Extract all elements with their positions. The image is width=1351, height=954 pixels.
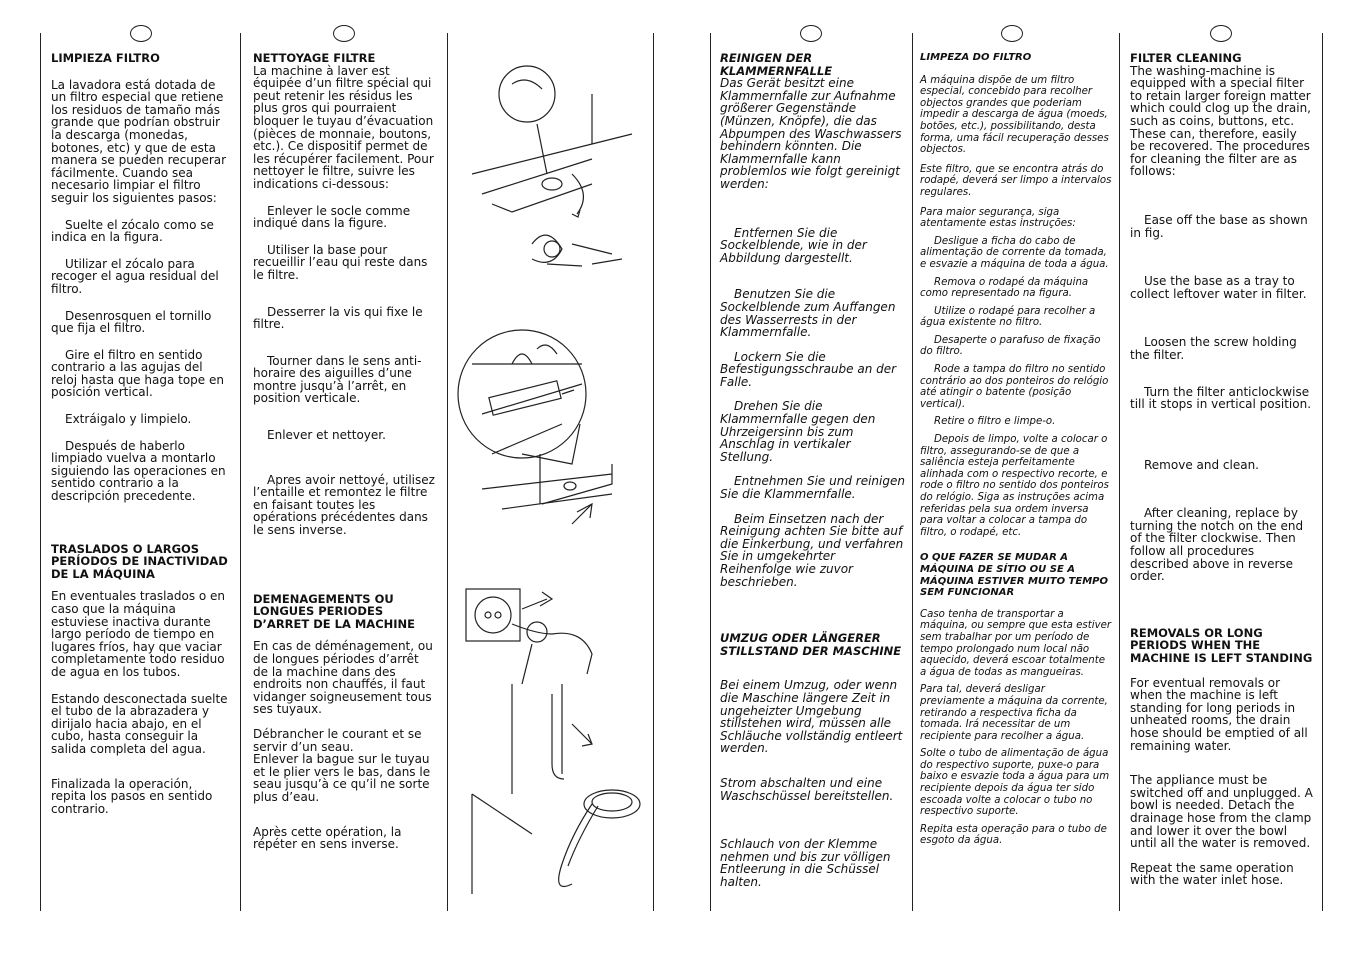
section-title-2: DEMENAGEMENTS OU LONGUES PERIODES D’ARRET DE LA MACHINE	[253, 591, 416, 631]
paragraph: Finalizada la operación, repita los pasos en sentido contrario.	[51, 776, 213, 816]
step-6: After cleaning, replace by turning the notch on the end of the filter clockwise. Then follow all procedures described above in reverse order.	[1130, 506, 1304, 584]
step-3: Utilize o rodapé para recolher a água existente no filtro.	[920, 305, 1096, 329]
step-5: Entnehmen Sie und reinigen Sie die Klammernfalle.	[720, 474, 905, 502]
section-title: REINIGEN DER KLAMMERNFALLE	[720, 51, 833, 78]
step-4: Gire el filtro en sentido contrario a las agujas del reloj hasta que haga tope en posición vertical.	[51, 347, 224, 400]
column-divider	[710, 33, 711, 911]
step-3: Desserrer la vis qui fixe le filtre.	[253, 304, 423, 332]
paragraph: Solte o tubo de alimentação de água do respectivo suporte, puxe-o para baixo e esvazie toda a água para um recipiente depois da água ter sido escoada volte a colocar o tubo no respectivo suporte.	[920, 748, 1110, 818]
paragraph: Schlauch von der Klemme nehmen und bis zur völligen Entleerung in die Schüssel halten.	[720, 837, 891, 889]
step-4: Turn the filter anticlockwise till it stops in vertical position.	[1130, 384, 1312, 412]
column-divider	[1322, 33, 1323, 911]
paragraph: Strom abschalten und eine Waschschüssel bereitstellen.	[720, 775, 894, 803]
step-2: Remova o rodapé da máquina como representado na figura.	[920, 276, 1089, 300]
spanish-column	[51, 52, 231, 815]
step-6: Retire o filtro e limpe-o.	[934, 416, 1056, 428]
paragraph: Este filtro, que se encontra atrás do rodapé, deverá ser limpo a intervalos regulares.	[920, 163, 1112, 198]
section-title-2: O QUE FAZER SE MUDAR A MÁQUINA DE SÍTIO OU SE A MÁQUINA ESTIVER MUITO TEMPO SEM FUNCIONAR	[920, 552, 1108, 599]
step-4: Desaperte o parafuso de fixação do filtro.	[920, 334, 1101, 358]
unplug-illustration	[466, 589, 592, 684]
french-column	[253, 52, 435, 851]
section-title-2: UMZUG ODER LÄNGERER STILLSTAND DER MASCHINE	[720, 631, 902, 658]
step-7: Depois de limpo, volte a colocar o filtro, assegurando-se de que a saliência esteja perfeitamente alinhada com o respectivo recorte, e rode o filtro no sentido dos ponteiros do relógio. Siga as instruções acima referidas pela sua ordem inversa para voltar a colocar a tampa do filtro, o rodapé, etc.	[920, 434, 1109, 538]
step-1: Enlever le socle comme indiqué dans la figure.	[253, 203, 411, 231]
section-title-2: TRASLADOS O LARGOS PERÍODOS DE INACTIVIDAD DE LA MÁQUINA	[51, 541, 228, 581]
paragraph: En cas de déménagement, ou de longues périodes d’arrêt de la machine dans des endroits non chauffés, il faut vidanger soigneusement tous ses tuyaux.	[253, 639, 433, 717]
step-4: Drehen Sie die Klammernfalle gegen den Uhrzeigersinn bis zum Anschlag in vertikaler Stellung.	[720, 399, 876, 464]
english-column	[1130, 52, 1315, 887]
step-5: Remove and clean.	[1144, 457, 1259, 472]
step-3: Desenrosquen el tornillo que fija el filtro.	[51, 308, 212, 336]
step-5: Enlever et nettoyer.	[267, 428, 386, 443]
step-6: Apres avoir nettoyé, utilisez l’entaille et remontez le filtre en faisant toutes les opérations précédentes dans le sens inverse.	[253, 472, 435, 538]
paragraph: Para maior segurança, siga atentamente estas instruções:	[920, 206, 1076, 230]
step-2: Use the base as a tray to collect leftover water in filter.	[1130, 274, 1307, 301]
column-divider	[653, 33, 654, 911]
step-3: Lockern Sie die Befestigungsschraube an der Falle.	[720, 349, 897, 389]
paragraph: Repeat the same operation with the water inlet hose.	[1130, 860, 1294, 888]
step-1: Desligue a ficha do cabo de alimentação de corrente da tomada, e esvazie a máquina de toda a água.	[920, 235, 1109, 270]
paragraph: For eventual removals or when the machine is left standing for long periods in unheated rooms, the drain hose should be emptied of all remaining water.	[1130, 675, 1308, 753]
column-divider	[40, 33, 41, 911]
section-title-2: REMOVALS OR LONG PERIODS WHEN THE MACHINE IS LEFT STANDING	[1130, 625, 1313, 666]
paragraph: Débrancher le courant et se servir d’un seau.	[253, 726, 422, 754]
step-2: Utilizar el zócalo para recoger el agua residual del filtro.	[51, 256, 219, 296]
step-6: Beim Einsetzen nach der Reinigung achten Sie bitte auf die Einkerbung, und verfahren Sie in umgekehrter Reihenfolge wie zuvor beschrieben.	[720, 511, 904, 589]
column-divider	[912, 33, 913, 911]
paragraph: En eventuales traslados o en caso que la máquina estuviese inactiva durante largo período de tiempo en lugares fríos, hay que vaciar completamente todo residuo de agua en los tubos.	[51, 589, 226, 679]
paragraph: Para tal, deverá desligar previamente a máquina da corrente, retirando a respectiva ficha da tomada. Irá necessitar de um recipiente para recolher a água.	[920, 684, 1108, 742]
filter-illustrations	[452, 34, 650, 914]
step-2: Benutzen Sie die Sockelblende zum Auffangen des Wasserrests in der Klammernfalle.	[720, 287, 896, 340]
step-4: Tourner dans le sens anti-horaire des aiguilles d’une montre jusqu’à l’arrêt, en position verticale.	[253, 353, 422, 406]
section-title: NETTOYAGE FILTRE	[253, 51, 376, 65]
step-6: Después de haberlo limpiado vuelva a montarlo siguiendo las operaciones en sentido contrario a la descripción precedente.	[51, 438, 226, 504]
portuguese-column	[920, 52, 1112, 847]
paragraph: Repita esta operação para o tubo de esgoto da água.	[920, 823, 1107, 847]
language-marker-german	[800, 25, 822, 42]
language-marker-french	[333, 25, 355, 42]
paragraph: The appliance must be switched off and unplugged. A bowl is needed. Detach the drainage hose from the clamp and lower it over the bowl until all the water is removed.	[1130, 773, 1313, 851]
section-title: FILTER CLEANING	[1130, 51, 1242, 65]
filter-detail-illustration	[458, 330, 612, 524]
paragraph: Estando desconectada suelte el tubo de la abrazadera y dirijalo hacia abajo, en el cubo, hasta conseguir la salida completa del agua.	[51, 691, 228, 756]
hose-drain-illustration	[472, 684, 640, 894]
section-title: LIMPEZA DO FILTRO	[920, 52, 1032, 63]
step-5: Rode a tampa do filtro no sentido contrário ao dos ponteiros do relógio até atingir o batente (posição vertical).	[920, 364, 1109, 410]
intro-paragraph: La machine à laver est équipée d’un filtre spécial qui peut retenir les résidus les plus gros qui pourraient bloquer le tuyau d’évacuation (pièces de monnaie, boutons, etc.). Ce dispositif permet de les récupérer facilement. Pour nettoyer le filtre, suivre les indications ci-dessous:	[253, 63, 434, 191]
intro-paragraph: Das Gerät besitzt eine Klammernfalle zur Aufnahme größerer Gegenstände (Münzen, Knöpfe), die das Abpumpen des Waschwassers behindern könnten. Die Klammernfalle kann problemlos wie folgt gereinigt werden:	[720, 76, 902, 191]
intro-paragraph: A máquina dispõe de um filtro especial, concebido para recolher objectos grandes que poderiam impedir a descarga de água (moeds, botões, etc.), possibilitando, desta forma, uma fácil recuperação desses objectos.	[920, 74, 1109, 156]
german-column	[720, 52, 906, 889]
language-marker-english	[1210, 25, 1232, 42]
column-divider	[240, 33, 241, 911]
step-3: Loosen the screw holding the filter.	[1130, 335, 1297, 362]
column-divider	[447, 33, 448, 911]
intro-paragraph: The washing-machine is equipped with a special filter to retain larger foreign matter which could clog up the drain, such as coins, buttons, etc. These can, therefore, easily be recovered. The procedures for cleaning the filter are as follows:	[1130, 63, 1311, 179]
language-marker-portuguese	[1001, 25, 1023, 42]
column-divider	[1119, 33, 1120, 911]
step-1: Suelte el zócalo como se indica en la figura.	[51, 217, 214, 245]
paragraph: Caso tenha de transportar a máquina, ou sempre que esta estiver sem trabalhar por um período de tempo prolongado num local não aquecido, deverá escoar totalmente a água de todas as mangueiras.	[920, 608, 1112, 678]
paragraph: Bei einem Umzug, oder wenn die Maschine längere Zeit in ungeheizter Umgebung stillstehen wird, müssen alle Schläuche vollständig entleert werden.	[720, 678, 903, 756]
language-marker-spanish	[130, 25, 152, 42]
step-1: Entfernen Sie die Sockelblende, wie in der Abbildung dargestellt.	[720, 225, 867, 265]
base-removal-illustration	[472, 66, 632, 266]
step-1: Ease off the base as shown in fig.	[1130, 212, 1308, 240]
step-2: Utiliser la base pour recueillir l’eau qui reste dans le filtre.	[253, 242, 428, 282]
paragraph: Après cette opération, la répéter en sens inverse.	[253, 824, 402, 852]
intro-paragraph: La lavadora está dotada de un filtro especial que retiene los residuos de tamaño más grande que podrían obstruir la descarga (monedas, botones, etc) y que de esta manera se pueden recuperar fácilmente. Cuando sea necesario limpiar el filtro seguir los siguientes pasos:	[51, 77, 227, 205]
section-title: LIMPIEZA FILTRO	[51, 51, 160, 65]
paragraph: Enlever la bague sur le tuyau et le plier vers le bas, dans le seau jusqu’à ce qu’il ne sorte plus d’eau.	[253, 752, 431, 804]
step-5: Extráigalo y limpielo.	[65, 412, 192, 427]
